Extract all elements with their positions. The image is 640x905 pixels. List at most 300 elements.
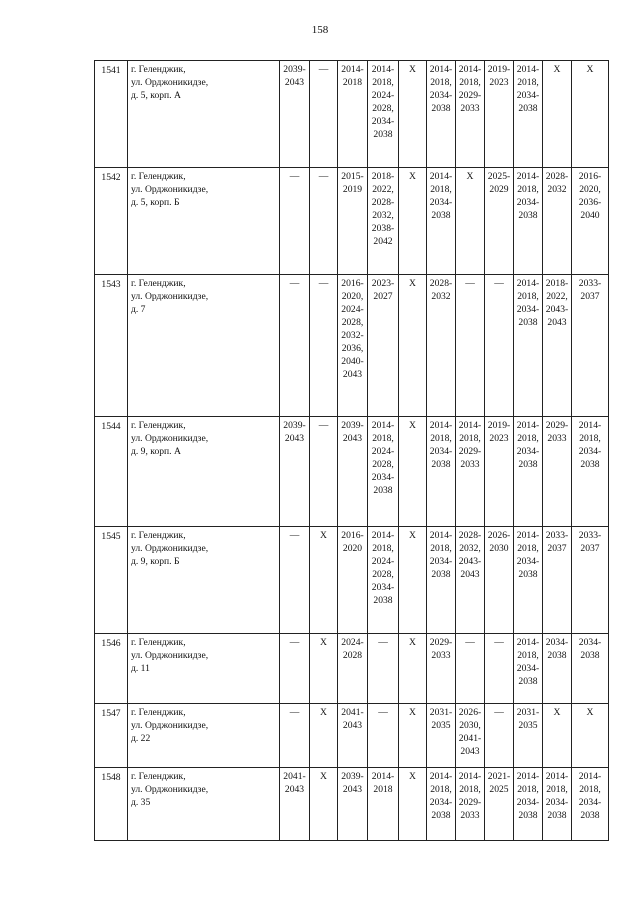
period-line: 2014- — [371, 64, 395, 75]
period-cell — [399, 527, 427, 634]
period-cell — [338, 275, 368, 417]
period-line: 2028- — [371, 197, 395, 208]
period-line: 2018, — [459, 77, 481, 88]
period-line: 2018, — [579, 433, 601, 444]
period-line: 2038 — [518, 810, 538, 821]
row-number: 1545 — [95, 527, 128, 634]
period-cell — [368, 527, 399, 634]
period-line: 2028, — [341, 317, 364, 328]
period-cell — [427, 275, 456, 417]
period-line: 2014- — [458, 771, 482, 782]
period-line: 2014- — [371, 420, 395, 431]
address-line: г. Геленджик, — [131, 64, 186, 75]
period-line: 2034- — [578, 446, 602, 457]
period-line: 2021- — [487, 771, 511, 782]
period-cell — [338, 61, 368, 168]
table-row — [95, 61, 609, 168]
period-line: 2034- — [578, 797, 602, 808]
row-number: 1543 — [95, 275, 128, 417]
period-cell — [310, 275, 338, 417]
period-cell — [338, 527, 368, 634]
period-line: 2041- — [283, 771, 306, 782]
period-line: 2039- — [341, 420, 364, 431]
address-line: д. 35 — [131, 797, 151, 808]
address-line: ул. Орджоникидзе, — [131, 543, 209, 554]
period-line: 2014- — [429, 771, 453, 782]
period-line: 2038- — [371, 223, 395, 234]
period-line: — — [318, 171, 329, 182]
period-line: 2031- — [429, 707, 453, 718]
period-cell — [456, 61, 485, 168]
period-line: 2018, — [517, 650, 539, 661]
period-line: 2029- — [545, 420, 569, 431]
period-line: 2018, — [546, 784, 568, 795]
period-cell — [310, 527, 338, 634]
period-cell — [543, 168, 572, 275]
address-cell — [128, 768, 280, 841]
period-cell — [338, 704, 368, 768]
period-line: 2034- — [371, 472, 395, 483]
period-cell — [280, 275, 310, 417]
period-line: 2024- — [371, 90, 395, 101]
period-line: 2038 — [518, 103, 538, 114]
period-cell — [514, 417, 543, 527]
period-cell — [399, 168, 427, 275]
row-number: 1547 — [95, 704, 128, 768]
period-line: 2028, — [372, 569, 394, 580]
period-line: 2039- — [283, 420, 306, 431]
period-line: 2039- — [283, 64, 306, 75]
period-line: — — [494, 637, 504, 648]
period-line: 2014- — [516, 64, 540, 75]
table-row — [95, 704, 609, 768]
period-line: 2025 — [489, 784, 509, 795]
period-cell — [456, 275, 485, 417]
period-cell — [572, 527, 609, 634]
address-line: г. Геленджик, — [131, 278, 186, 289]
table-body — [95, 61, 609, 841]
period-line: Х — [409, 420, 416, 431]
row-number: 1544 — [95, 417, 128, 527]
period-cell — [456, 168, 485, 275]
period-line: 2014- — [429, 530, 453, 541]
period-line: 2039- — [341, 771, 364, 782]
address-line: д. 22 — [131, 733, 151, 744]
period-line: 2032 — [431, 291, 451, 302]
period-line: 2018 — [373, 784, 393, 795]
row-number: 1546 — [95, 634, 128, 704]
period-line: 2034- — [429, 197, 453, 208]
address-line: д. 7 — [131, 304, 146, 315]
address-line: ул. Орджоникидзе, — [131, 720, 209, 731]
period-cell — [543, 275, 572, 417]
period-line: Х — [409, 637, 416, 648]
period-cell — [399, 634, 427, 704]
row-number: 1541 — [95, 61, 128, 168]
period-line: 2014- — [371, 771, 395, 782]
period-line: 2035 — [518, 720, 538, 731]
period-line: Х — [409, 771, 416, 782]
period-line: 2014- — [516, 420, 540, 431]
period-line: — — [378, 707, 388, 718]
period-cell — [514, 704, 543, 768]
period-line: 2041- — [458, 733, 482, 744]
period-line: 2043 — [284, 77, 305, 88]
period-line: 2038 — [373, 485, 393, 496]
period-line: — — [494, 278, 504, 289]
period-line: 2031- — [516, 707, 540, 718]
period-line: 2032, — [459, 543, 481, 554]
period-cell — [368, 768, 399, 841]
period-line: 2037 — [580, 291, 600, 302]
period-cell — [485, 417, 514, 527]
period-line: 2015- — [341, 171, 364, 182]
period-line: 2032- — [341, 330, 364, 341]
period-line: 2034- — [578, 637, 602, 648]
period-cell — [427, 634, 456, 704]
period-line: 2026- — [458, 707, 482, 718]
period-line: 2020 — [342, 543, 363, 554]
period-line: 2029 — [489, 184, 509, 195]
address-line: г. Геленджик, — [131, 707, 186, 718]
period-cell — [338, 634, 368, 704]
period-line: Х — [409, 64, 416, 75]
address-line: ул. Орджоникидзе, — [131, 784, 209, 795]
address-line: ул. Орджоникидзе, — [131, 650, 209, 661]
period-line: 2029- — [458, 446, 482, 457]
period-line: 2038 — [431, 459, 451, 470]
address-cell — [128, 704, 280, 768]
period-line: 2025- — [487, 171, 511, 182]
period-line: 2034- — [429, 90, 453, 101]
period-line: — — [378, 637, 388, 648]
period-line: — — [465, 278, 475, 289]
period-line: 2014- — [516, 530, 540, 541]
address-line: г. Геленджик, — [131, 530, 186, 541]
period-cell — [368, 417, 399, 527]
period-cell — [368, 61, 399, 168]
period-line: 2033 — [547, 433, 567, 444]
address-cell — [128, 527, 280, 634]
period-line: 2043- — [545, 304, 569, 315]
period-line: 2038 — [580, 459, 600, 470]
period-line: 2014- — [516, 637, 540, 648]
address-cell — [128, 61, 280, 168]
period-line: 2016- — [578, 171, 602, 182]
period-cell — [427, 417, 456, 527]
period-line: 2020, — [341, 291, 364, 302]
period-line: 2029- — [458, 90, 482, 101]
period-line: Х — [409, 278, 416, 289]
period-line: 2019 — [342, 184, 363, 195]
period-cell — [427, 168, 456, 275]
address-line: ул. Орджоникидзе, — [131, 77, 209, 88]
period-line: Х — [586, 707, 594, 718]
period-line: 2028- — [429, 278, 453, 289]
table-row — [95, 275, 609, 417]
period-line: 2034- — [429, 556, 453, 567]
period-line: 2043- — [458, 556, 482, 567]
table-row — [95, 168, 609, 275]
period-line: 2018- — [545, 278, 569, 289]
period-line: 2037 — [547, 543, 567, 554]
period-cell — [485, 768, 514, 841]
period-line: Х — [409, 171, 416, 182]
period-line: 2028, — [372, 459, 394, 470]
period-cell — [427, 61, 456, 168]
period-line: 2030, — [459, 720, 481, 731]
period-line: Х — [466, 171, 474, 182]
period-line: 2014- — [545, 771, 569, 782]
period-cell — [399, 704, 427, 768]
period-line: — — [289, 637, 300, 648]
period-line: 2018, — [579, 784, 601, 795]
period-cell — [399, 275, 427, 417]
period-line: 2034- — [516, 797, 540, 808]
period-line: — — [289, 278, 300, 289]
period-cell — [485, 61, 514, 168]
period-line: 2024- — [341, 637, 364, 648]
period-line: Х — [320, 771, 327, 782]
period-line: 2033- — [545, 530, 569, 541]
period-line: 2038 — [518, 569, 538, 580]
period-cell — [280, 527, 310, 634]
period-line: — — [318, 64, 329, 75]
period-line: 2037 — [580, 543, 600, 554]
period-cell — [310, 768, 338, 841]
period-line: Х — [553, 64, 561, 75]
period-line: — — [289, 171, 300, 182]
period-line: 2038 — [547, 810, 567, 821]
period-line: 2018, — [517, 543, 539, 554]
period-line: 2019- — [487, 420, 511, 431]
period-line: 2043 — [460, 746, 480, 757]
address-line: ул. Орджоникидзе, — [131, 433, 209, 444]
period-line: — — [289, 707, 300, 718]
period-cell — [427, 768, 456, 841]
period-line: 2035 — [431, 720, 451, 731]
period-line: 2024- — [341, 304, 364, 315]
period-line: 2018, — [430, 184, 452, 195]
period-cell — [456, 768, 485, 841]
period-cell — [485, 275, 514, 417]
period-cell — [368, 168, 399, 275]
address-line: ул. Орджоникидзе, — [131, 291, 209, 302]
period-line: 2014- — [458, 420, 482, 431]
period-line: 2038 — [580, 650, 600, 661]
period-line: 2024- — [371, 446, 395, 457]
period-line: 2018, — [517, 77, 539, 88]
period-line: 2038 — [518, 676, 538, 687]
period-line: 2014- — [578, 420, 602, 431]
period-line: 2014- — [429, 171, 453, 182]
period-line: 2033 — [460, 103, 480, 114]
period-line: 2034- — [371, 582, 395, 593]
period-line: 2014- — [516, 171, 540, 182]
period-line: 2014- — [578, 771, 602, 782]
address-line: д. 9, корп. А — [131, 446, 181, 457]
address-cell — [128, 634, 280, 704]
period-line: 2018 — [342, 77, 363, 88]
period-line: 2018- — [371, 171, 395, 182]
period-line: — — [318, 420, 329, 431]
period-line: 2038 — [373, 595, 393, 606]
period-cell — [543, 527, 572, 634]
address-cell — [128, 275, 280, 417]
address-line: д. 5, корп. Б — [131, 197, 180, 208]
period-cell — [338, 168, 368, 275]
period-line: 2014- — [429, 64, 453, 75]
period-line: 2038 — [518, 459, 538, 470]
period-line: — — [318, 278, 329, 289]
period-line: 2033- — [578, 278, 602, 289]
period-line: 2036- — [578, 197, 602, 208]
period-line: 2018, — [430, 77, 452, 88]
period-line: 2034- — [371, 116, 395, 127]
table-row — [95, 527, 609, 634]
period-line: 2018, — [517, 433, 539, 444]
period-cell — [280, 634, 310, 704]
period-cell — [514, 61, 543, 168]
period-line: 2027 — [373, 291, 393, 302]
period-line: 2034- — [516, 663, 540, 674]
period-line: 2038 — [431, 810, 451, 821]
period-line: 2018, — [372, 433, 394, 444]
address-line: д. 5, корп. А — [131, 90, 181, 101]
period-line: 2028 — [342, 650, 363, 661]
period-cell — [368, 634, 399, 704]
period-line: 2030 — [489, 543, 509, 554]
period-cell — [456, 704, 485, 768]
period-cell — [543, 634, 572, 704]
period-line: 2042 — [373, 236, 393, 247]
address-line: д. 11 — [131, 663, 150, 674]
period-line: 2023 — [489, 77, 509, 88]
period-line: 2014- — [341, 64, 364, 75]
period-line: 2018, — [517, 291, 539, 302]
period-line: 2014- — [516, 278, 540, 289]
period-line: 2018, — [430, 543, 452, 554]
period-line: 2022, — [546, 291, 568, 302]
period-line: 2034- — [545, 637, 569, 648]
period-line: 2043 — [342, 784, 363, 795]
period-cell — [572, 768, 609, 841]
period-line: 2043 — [284, 784, 305, 795]
period-cell — [543, 704, 572, 768]
period-line: Х — [586, 64, 594, 75]
period-line: 2018, — [517, 784, 539, 795]
period-line: — — [494, 707, 504, 718]
period-line: 2016- — [341, 530, 364, 541]
period-cell — [310, 168, 338, 275]
period-line: 2018, — [459, 433, 481, 444]
page-number: 158 — [311, 24, 329, 36]
period-line: Х — [320, 637, 327, 648]
period-line: 2018, — [372, 77, 394, 88]
period-cell — [572, 634, 609, 704]
table-row — [95, 768, 609, 841]
period-line: 2028, — [372, 103, 394, 114]
period-line: 2026- — [487, 530, 511, 541]
period-line: 2014- — [429, 420, 453, 431]
period-line: — — [465, 637, 475, 648]
period-cell — [338, 768, 368, 841]
period-line: 2023 — [489, 433, 509, 444]
period-line: 2034- — [516, 446, 540, 457]
address-line: г. Геленджик, — [131, 637, 186, 648]
period-cell — [572, 168, 609, 275]
period-cell — [338, 417, 368, 527]
period-line: 2034- — [516, 197, 540, 208]
period-line: 2018, — [372, 543, 394, 554]
period-cell — [280, 704, 310, 768]
period-cell — [543, 61, 572, 168]
period-line: 2043 — [342, 433, 363, 444]
period-cell — [514, 527, 543, 634]
period-line: 2033 — [431, 650, 451, 661]
period-cell — [456, 417, 485, 527]
period-cell — [399, 417, 427, 527]
period-line: Х — [320, 707, 327, 718]
period-cell — [485, 168, 514, 275]
period-cell — [399, 61, 427, 168]
period-line: 2014- — [458, 64, 482, 75]
period-line: 2019- — [487, 64, 511, 75]
period-cell — [310, 634, 338, 704]
period-cell — [310, 417, 338, 527]
period-line: 2029- — [458, 797, 482, 808]
period-cell — [368, 704, 399, 768]
period-cell — [572, 704, 609, 768]
period-line: 2038 — [373, 129, 393, 140]
period-line: 2038 — [518, 210, 538, 221]
period-line: 2043 — [342, 720, 363, 731]
period-line: 2038 — [518, 317, 538, 328]
period-line: 2028- — [458, 530, 482, 541]
row-number: 1542 — [95, 168, 128, 275]
period-cell — [543, 417, 572, 527]
period-cell — [485, 704, 514, 768]
period-cell — [280, 417, 310, 527]
period-cell — [427, 527, 456, 634]
address-line: ул. Орджоникидзе, — [131, 184, 209, 195]
period-cell — [368, 275, 399, 417]
period-line: 2038 — [547, 650, 567, 661]
period-line: 2033 — [460, 810, 480, 821]
address-line: г. Геленджик, — [131, 171, 186, 182]
period-line: 2018, — [430, 433, 452, 444]
period-line: — — [289, 530, 300, 541]
period-cell — [280, 61, 310, 168]
period-line: 2032 — [547, 184, 567, 195]
period-line: Х — [409, 707, 416, 718]
period-line: 2043 — [284, 433, 305, 444]
table-row — [95, 417, 609, 527]
period-cell — [543, 768, 572, 841]
period-line: 2034- — [429, 797, 453, 808]
period-cell — [427, 704, 456, 768]
period-line: 2038 — [431, 569, 451, 580]
period-line: 2041- — [341, 707, 364, 718]
period-cell — [485, 634, 514, 704]
address-cell — [128, 168, 280, 275]
period-cell — [514, 634, 543, 704]
period-cell — [514, 768, 543, 841]
period-cell — [310, 61, 338, 168]
period-line: 2023- — [371, 278, 395, 289]
period-line: 2033 — [460, 459, 480, 470]
period-cell — [572, 61, 609, 168]
